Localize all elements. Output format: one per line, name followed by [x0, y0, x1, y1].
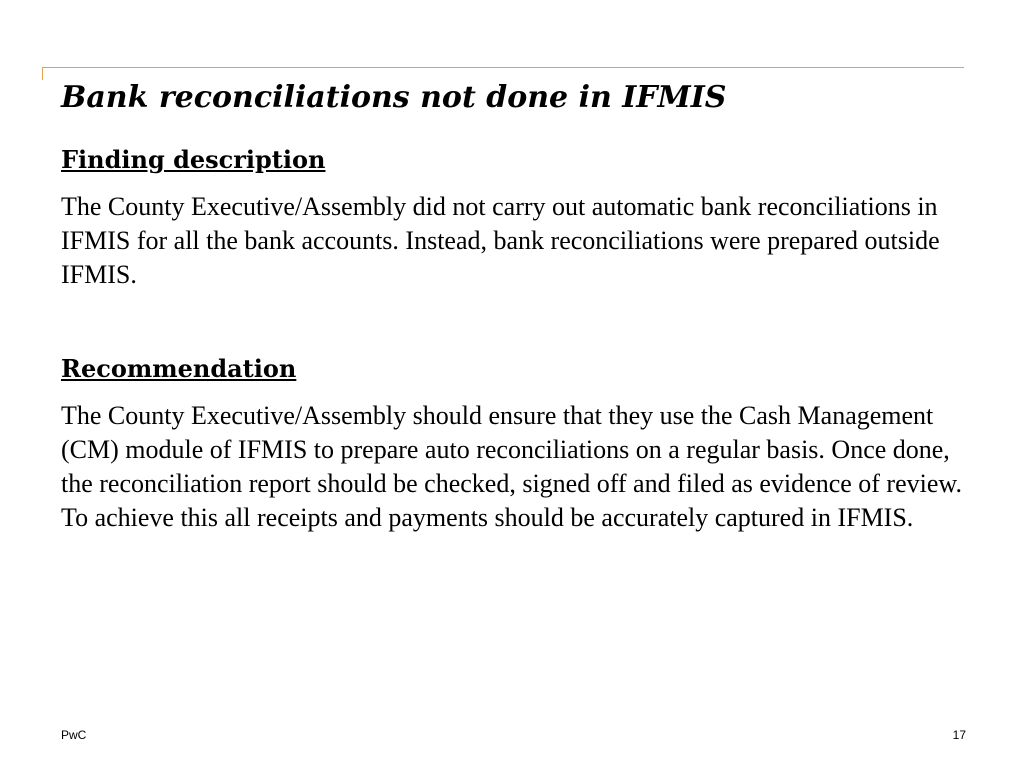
footer-brand: PwC — [61, 728, 87, 742]
title-accent-tick — [42, 67, 43, 80]
title-accent-rule — [42, 67, 964, 68]
finding-heading: Finding description — [61, 145, 326, 174]
page-number: 17 — [952, 728, 966, 742]
recommendation-section — [61, 352, 966, 535]
recommendation-body: The County Executive/Assembly should ensure that they use the Cash Management (CM) module of IFMIS to prepare auto reconciliations on a regular basis. Once done, the reconciliation report should be checked, signed off and filed as evidence of review. To achieve this all receipts and payments should be accurately captured in IFMIS. — [61, 401, 962, 532]
slide-title: Bank reconciliations not done in IFMIS — [61, 80, 727, 115]
finding-body: The County Executive/Assembly did not carry out automatic bank reconciliations in IFMIS for all the bank accounts. Instead, bank reconciliations were prepared outside IFMIS. — [61, 192, 940, 289]
recommendation-heading: Recommendation — [61, 354, 297, 383]
finding-section — [61, 143, 966, 292]
